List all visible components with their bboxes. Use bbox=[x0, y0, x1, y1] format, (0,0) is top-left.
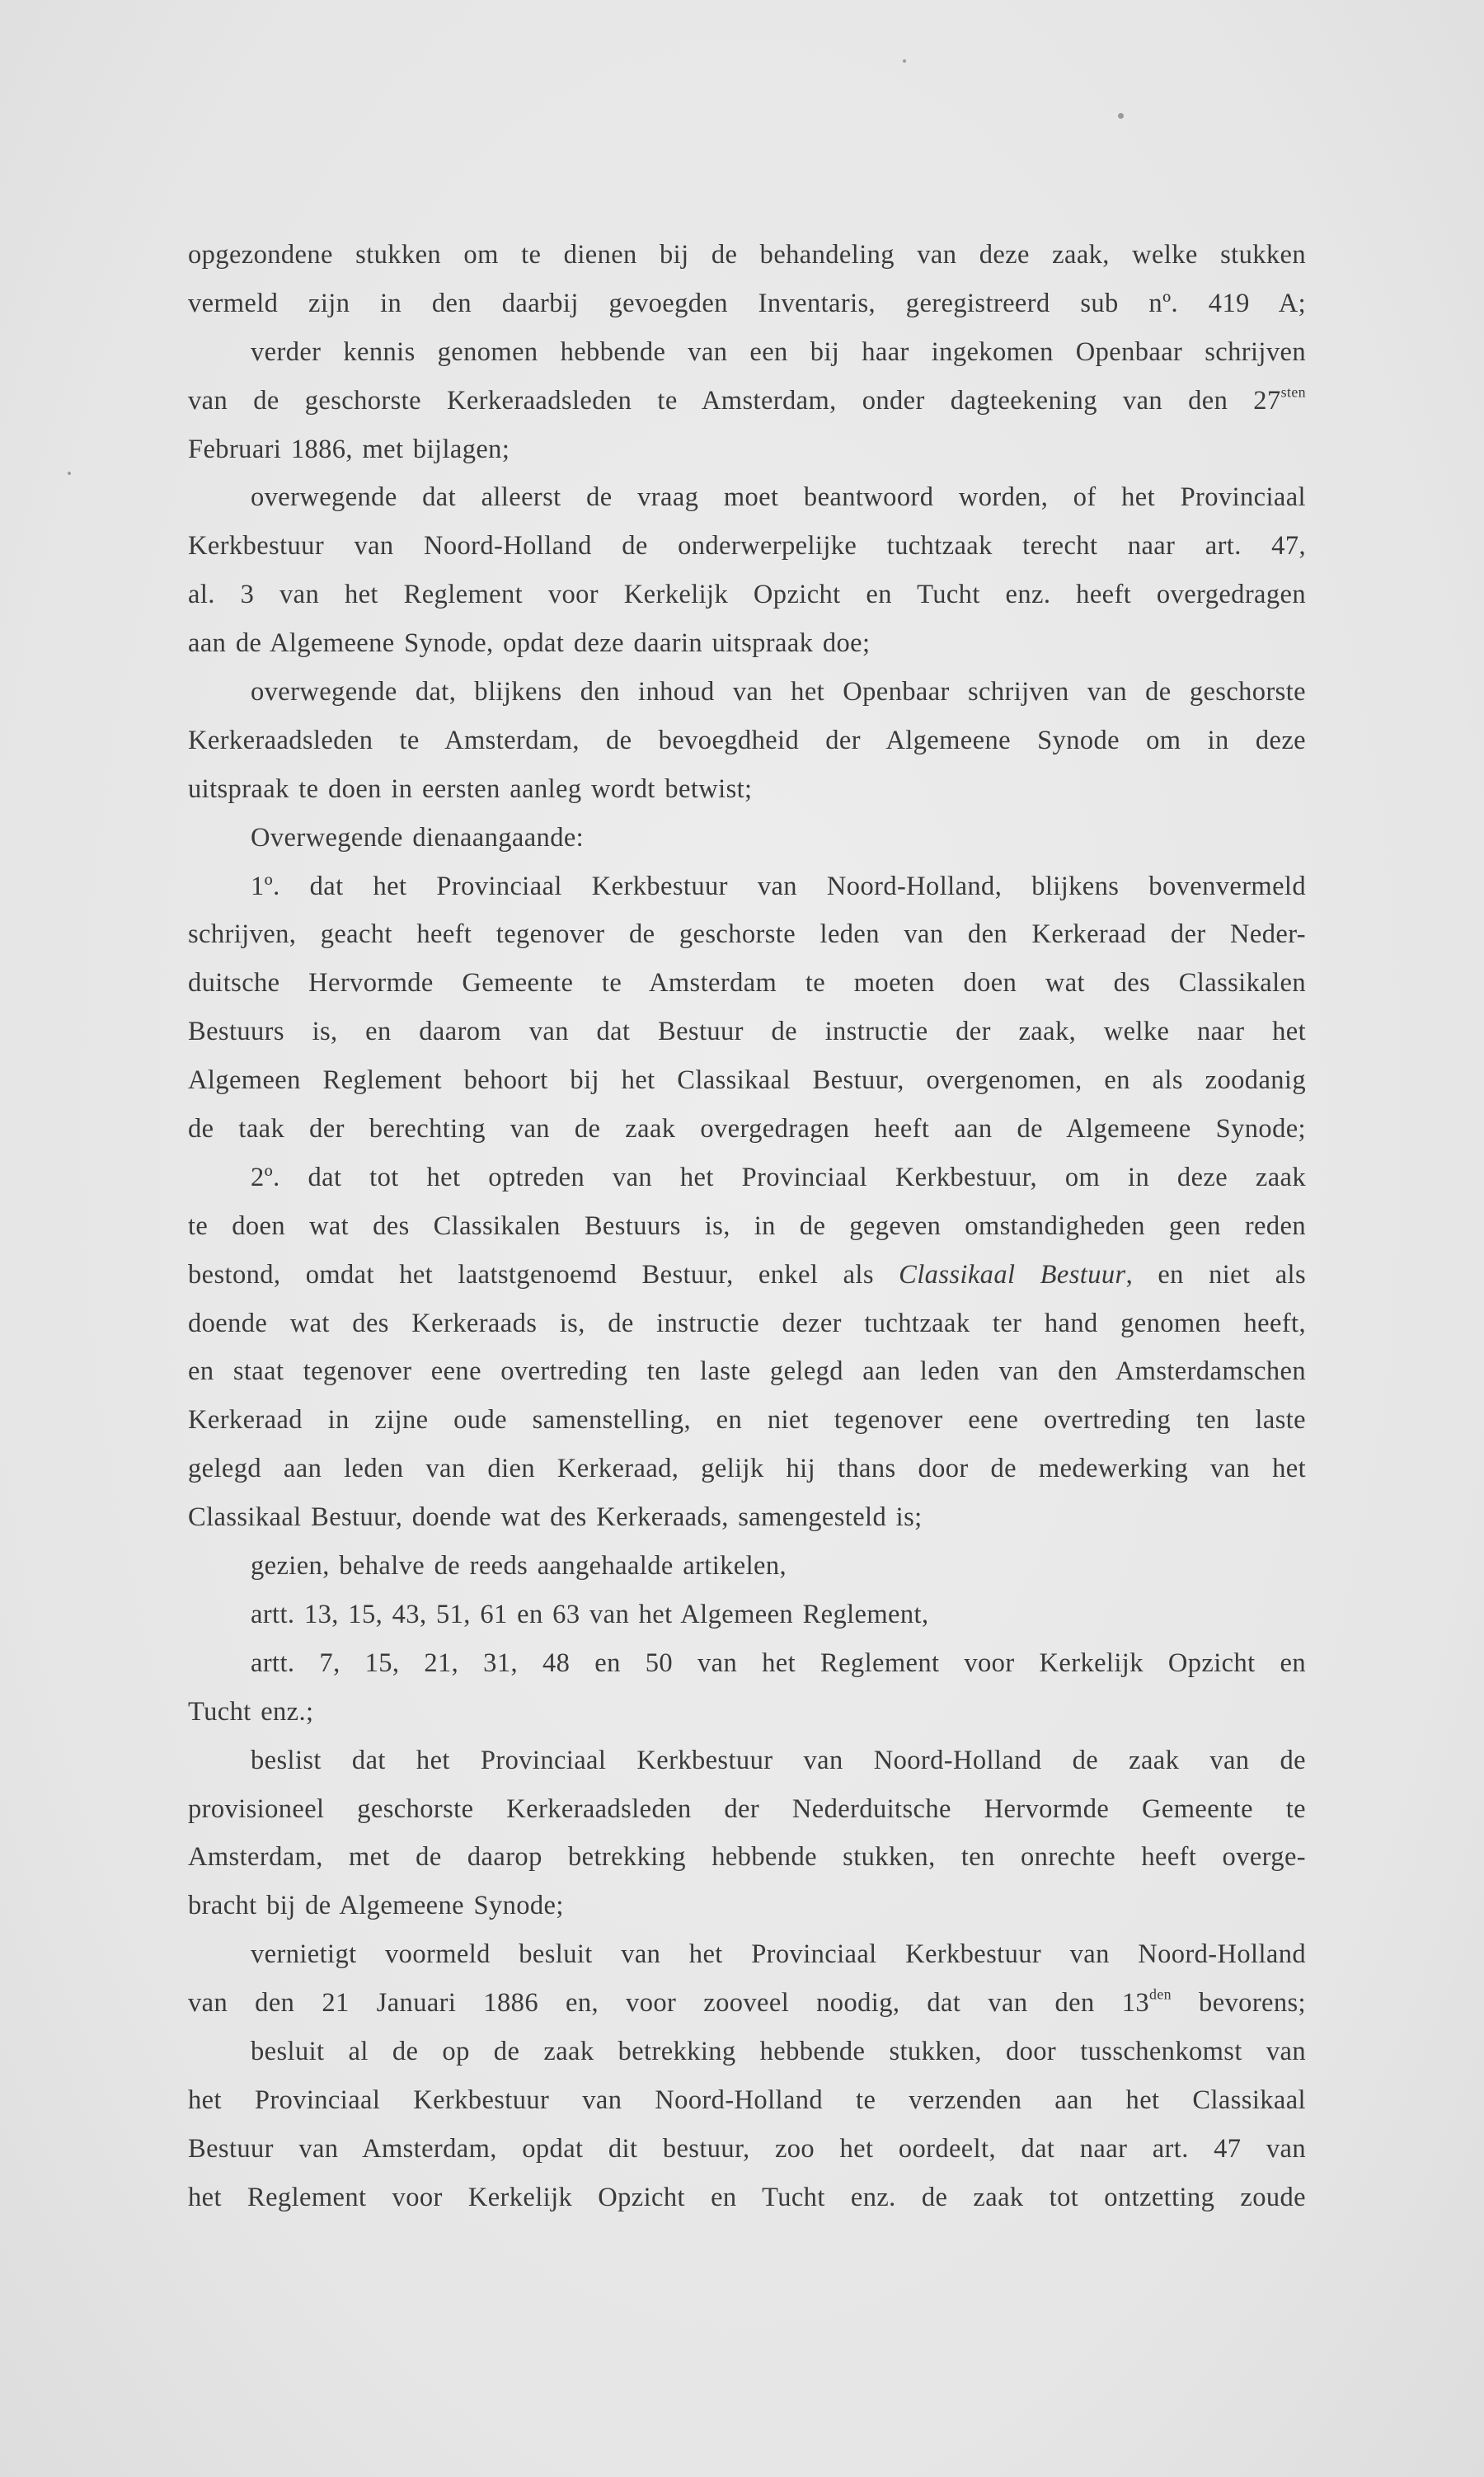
text-line: Februari 1886, met bijlagen; bbox=[188, 434, 510, 464]
text-line: van de geschorste Kerkeraadsleden te Amsterdam, onder dagteekening van den $27^{sten}$ bbox=[188, 383, 1306, 416]
text-line: provisioneel geschorste Kerkeraadsleden der Nederduitsche Hervormde Gemeente te bbox=[188, 1793, 1306, 1824]
text-line: Tucht enz.; bbox=[188, 1696, 314, 1727]
text-line: gezien, behalve de reeds aangehaalde artikelen, bbox=[251, 1551, 787, 1582]
paper-speck bbox=[68, 472, 71, 475]
text-line: Kerkeraad in zijne oude samenstelling, en niet tegenover eene overtreding ten laste bbox=[188, 1405, 1306, 1436]
text-line: het Reglement voor Kerkelijk Opzicht en Tucht enz. de zaak tot ontzetting zoude bbox=[188, 2182, 1306, 2212]
text-line: artt. 13, 15, 43, 51, 61 en 63 van het Algemeen Reglement, bbox=[251, 1599, 929, 1629]
text-line: aan de Algemeene Synode, opdat deze daarin uitspraak doe; bbox=[188, 628, 871, 659]
text-line: bestond, omdat het laatstgenoemd Bestuur, enkel als Classikaal Bestuur, en niet als bbox=[188, 1259, 1306, 1290]
text-line: besluit al de op de zaak betrekking hebbende stukken, door tusschenkomst van bbox=[251, 2036, 1306, 2066]
text-line: 1º. dat het Provinciaal Kerkbestuur van Noord-Holland, blijkens bovenvermeld bbox=[251, 871, 1306, 901]
text-line: Kerkbestuur van Noord-Holland de onderwerpelijke tuchtzaak terecht naar art. 47, bbox=[188, 531, 1306, 562]
text-line: uitspraak te doen in eersten aanleg wordt betwist; bbox=[188, 773, 753, 804]
text-line: Amsterdam, met de daarop betrekking hebbende stukken, ten onrechte heeft overge- bbox=[188, 1842, 1306, 1873]
text-line: bracht bij de Algemeene Synode; bbox=[188, 1891, 564, 1921]
paper-speck bbox=[1118, 113, 1124, 119]
text-line: vermeld zijn in den daarbij gevoegden Inventaris, geregistreerd sub nº. 419 A; bbox=[188, 288, 1306, 318]
text-line: Kerkeraadsleden te Amsterdam, de bevoegdheid der Algemeene Synode om in deze bbox=[188, 725, 1306, 755]
text-line: Bestuurs is, en daarom van dat Bestuur de instructie der zaak, welke naar het bbox=[188, 1017, 1306, 1047]
text-line: te doen wat des Classikalen Bestuurs is, in de gegeven omstandigheden geen reden bbox=[188, 1210, 1306, 1241]
text-line: opgezondene stukken om te dienen bij de behandeling van deze zaak, welke stukken bbox=[188, 240, 1306, 270]
text-line: al. 3 van het Reglement voor Kerkelijk Opzicht en Tucht enz. heeft overgedragen bbox=[188, 580, 1306, 610]
text-line: overwegende dat, blijkens den inhoud van het Openbaar schrijven van de geschorste bbox=[251, 677, 1306, 707]
paper-speck bbox=[903, 59, 906, 63]
text-line: overwegende dat alleerst de vraag moet beantwoord worden, of het Provinciaal bbox=[251, 482, 1306, 513]
text-line: de taak der berechting van de zaak overgedragen heeft aan de Algemeene Synode; bbox=[188, 1114, 1306, 1144]
text-line: artt. 7, 15, 21, 31, 48 en 50 van het Reglement voor Kerkelijk Opzicht en bbox=[251, 1647, 1306, 1678]
text-line: doende wat des Kerkeraads is, de instructie dezer tuchtzaak ter hand genomen heeft, bbox=[188, 1308, 1306, 1338]
text-line: Bestuur van Amsterdam, opdat dit bestuur, zoo het oordeelt, dat naar art. 47 van bbox=[188, 2133, 1306, 2164]
text-line: en staat tegenover eene overtreding ten laste gelegd aan leden van den Amsterdamschen bbox=[188, 1356, 1306, 1387]
document-body bbox=[188, 231, 1306, 2222]
text-line: Overwegende dienaangaande: bbox=[251, 822, 585, 853]
text-line: verder kennis genomen hebbende van een bij haar ingekomen Openbaar schrijven bbox=[251, 336, 1306, 367]
text-line: van den 21 Januari 1886 en, voor zooveel noodig, dat van den $13^{den}$ bevorens; bbox=[188, 1986, 1306, 2019]
text-line: beslist dat het Provinciaal Kerkbestuur van Noord-Holland de zaak van de bbox=[251, 1745, 1306, 1775]
text-line: het Provinciaal Kerkbestuur van Noord-Holland te verzenden aan het Classikaal bbox=[188, 2085, 1306, 2115]
text-line: gelegd aan leden van dien Kerkeraad, gelijk hij thans door de medewerking van het bbox=[188, 1454, 1306, 1484]
text-line: schrijven, geacht heeft tegenover de geschorste leden van den Kerkeraad der Neder- bbox=[188, 919, 1306, 950]
text-line: duitsche Hervormde Gemeente te Amsterdam te moeten doen wat des Classikalen bbox=[188, 968, 1306, 999]
text-line: Classikaal Bestuur, doende wat des Kerkeraads, samengesteld is; bbox=[188, 1502, 923, 1533]
text-line: vernietigt voormeld besluit van het Provinciaal Kerkbestuur van Noord-Holland bbox=[251, 1939, 1306, 1970]
text-line: 2º. dat tot het optreden van het Provinciaal Kerkbestuur, om in deze zaak bbox=[251, 1162, 1306, 1192]
text-line: Algemeen Reglement behoort bij het Classikaal Bestuur, overgenomen, en als zoodanig bbox=[188, 1065, 1306, 1096]
